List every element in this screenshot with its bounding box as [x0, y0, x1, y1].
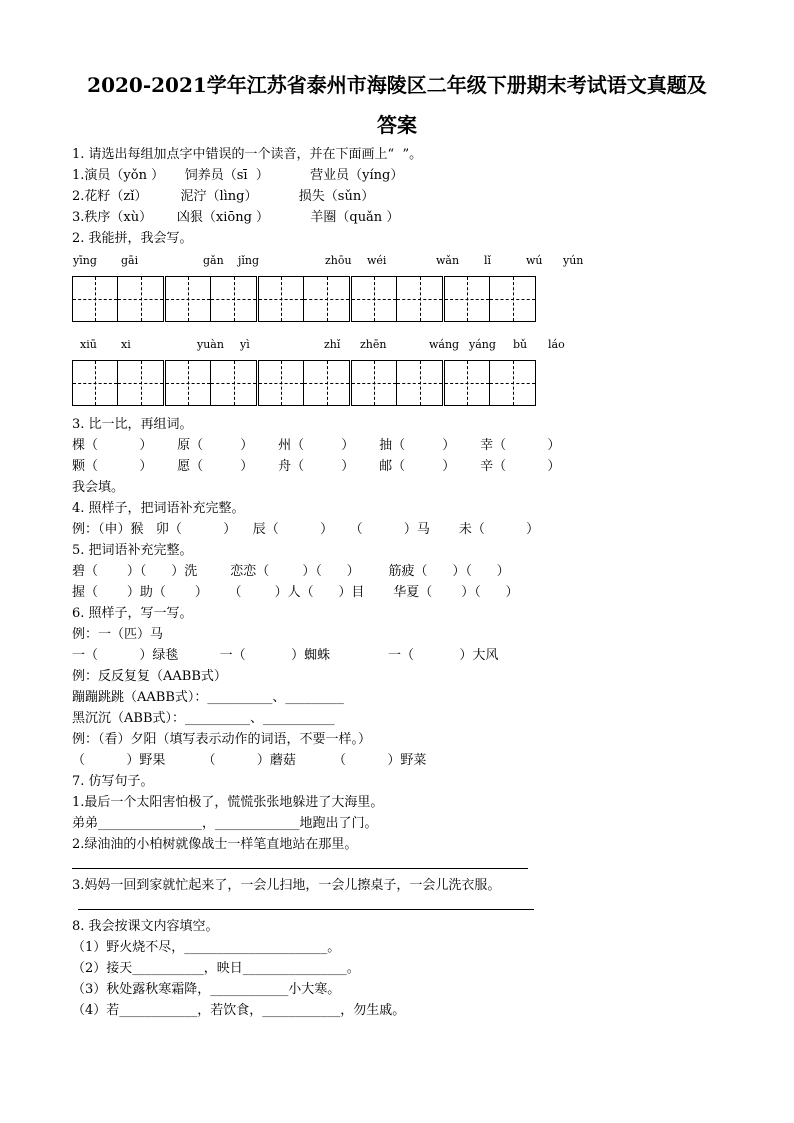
q6-example-3: 例：（看）夕阳（填写表示动作的词语，不要一样。）: [72, 732, 372, 747]
pinyin: gāi: [121, 254, 139, 267]
writing-grid-row-2: [72, 360, 537, 406]
q6-row-1: 一（ ）绿毯 一（ ）蜘蛛 一（ ）大风: [72, 648, 499, 663]
page-title: 2020-2021学年江苏省泰州市海陵区二年级下册期末考试语文真题及: [87, 73, 707, 97]
pinyin: yáng: [469, 338, 496, 351]
q7-sentence-1: 1.最后一个太阳害怕极了，慌慌张张地躲进了大海里。: [72, 795, 384, 810]
q1-line-3: 3.秩序（xù） 凶狠（xiōng ） 羊圈（quǎn ）: [72, 210, 400, 225]
pinyin: yún: [563, 254, 584, 267]
q8-item-3: （3）秋处露秋寒霜降，____________小大寒。: [72, 982, 341, 997]
q8-item-2: （2）接天___________，映日________________。: [72, 961, 360, 976]
pinyin: láo: [548, 338, 565, 351]
char-box-group: [444, 360, 536, 406]
pinyin: zhǐ: [324, 338, 341, 351]
char-box-group: [258, 276, 350, 322]
pinyin: wǎn: [436, 254, 460, 267]
char-box-group: [258, 360, 350, 406]
q5-row-1: 碧（ ）（ ）洗 恋恋（ ）（ ） 筋疲（ ）（ ）: [72, 564, 510, 579]
q8-prompt: 8. 我会按课文内容填空。: [72, 919, 219, 934]
pinyin: yì: [240, 338, 250, 351]
q6-prompt: 6. 照样子，写一写。: [72, 606, 193, 621]
pinyin: gǎn: [203, 254, 224, 267]
char-box-group: [165, 276, 257, 322]
q8-item-4: （4）若____________，若饮食，____________，勿生戚。: [72, 1003, 406, 1018]
q6-abb: 黑沉沉（ABB式）：__________、___________: [72, 711, 335, 726]
char-box-group: [351, 360, 443, 406]
pinyin: xi: [121, 338, 131, 351]
q2-prompt: 2. 我能拼，我会写。: [72, 231, 193, 246]
char-box-group: [72, 360, 164, 406]
q1-line-1: 1.演员（yǒn ） 饲养员（sī ） 营业员（yíng）: [72, 168, 404, 183]
char-box-group: [351, 276, 443, 322]
pinyin: wéi: [367, 254, 387, 267]
q3-prompt: 3. 比一比，再组词。: [72, 417, 193, 432]
q8-item-1: （1）野火烧不尽，______________________。: [72, 940, 341, 955]
answer-line: [72, 868, 528, 869]
q3-row-1: 棵（ ） 原（ ） 州（ ） 抽（ ） 幸（ ）: [72, 438, 561, 453]
q6-example-2: 例：反反复复（AABB式）: [72, 669, 227, 684]
section-heading: 我会填。: [72, 480, 125, 495]
pinyin: wáng: [429, 338, 460, 351]
q4-example: 例：（申）猴 卯（ ） 辰（ ） （ ）马 未（ ）: [72, 522, 540, 537]
pinyin: yīng: [73, 254, 97, 267]
pinyin: yuàn: [197, 338, 224, 351]
pinyin: zhōu: [325, 254, 352, 267]
q4-prompt: 4. 照样子，把词语补充完整。: [72, 501, 245, 516]
pinyin: lǐ: [484, 254, 492, 267]
q5-prompt: 5. 把词语补充完整。: [72, 543, 193, 558]
q3-row-2: 颗（ ） 愿（ ） 舟（ ） 邮（ ） 辛（ ）: [72, 459, 561, 474]
q1-line-2: 2.花籽（zǐ） 泥泞（lìng） 损失（sǔn）: [72, 189, 375, 204]
q6-example-1: 例：一（匹）马: [72, 627, 164, 642]
answer-line: [78, 909, 534, 910]
char-box-group: [444, 276, 536, 322]
writing-grid-row-1: [72, 276, 537, 322]
char-box-group: [165, 360, 257, 406]
q7-sentence-2: 2.绿油油的小柏树就像战士一样笔直地站在那里。: [72, 837, 358, 852]
pinyin: zhēn: [360, 338, 387, 351]
page-title-cont: 答案: [377, 113, 417, 137]
char-box-group: [72, 276, 164, 322]
q5-row-2: 握（ ）助（ ） （ ）人（ ）目 华夏（ ）（ ）: [72, 585, 519, 600]
pinyin: jǐng: [238, 254, 260, 267]
q7-prompt: 7. 仿写句子。: [72, 774, 154, 789]
q6-aabb: 蹦蹦跳跳（AABB式）：__________、_________: [72, 690, 344, 705]
q6-row-2: （ ）野果 （ ）蘑菇 （ ）野菜: [72, 753, 427, 768]
q7-answer-1: 弟弟________________，_____________地跑出了门。: [72, 816, 378, 831]
q1-prompt: 1. 请选出每组加点字中错误的一个读音，并在下面画上“ ”。: [72, 147, 423, 162]
pinyin: xiū: [80, 338, 97, 351]
pinyin: wú: [526, 254, 543, 267]
q7-sentence-3: 3.妈妈一回到家就忙起来了，一会儿扫地，一会儿擦桌子，一会儿洗衣服。: [72, 878, 501, 893]
pinyin: bǔ: [513, 338, 528, 351]
